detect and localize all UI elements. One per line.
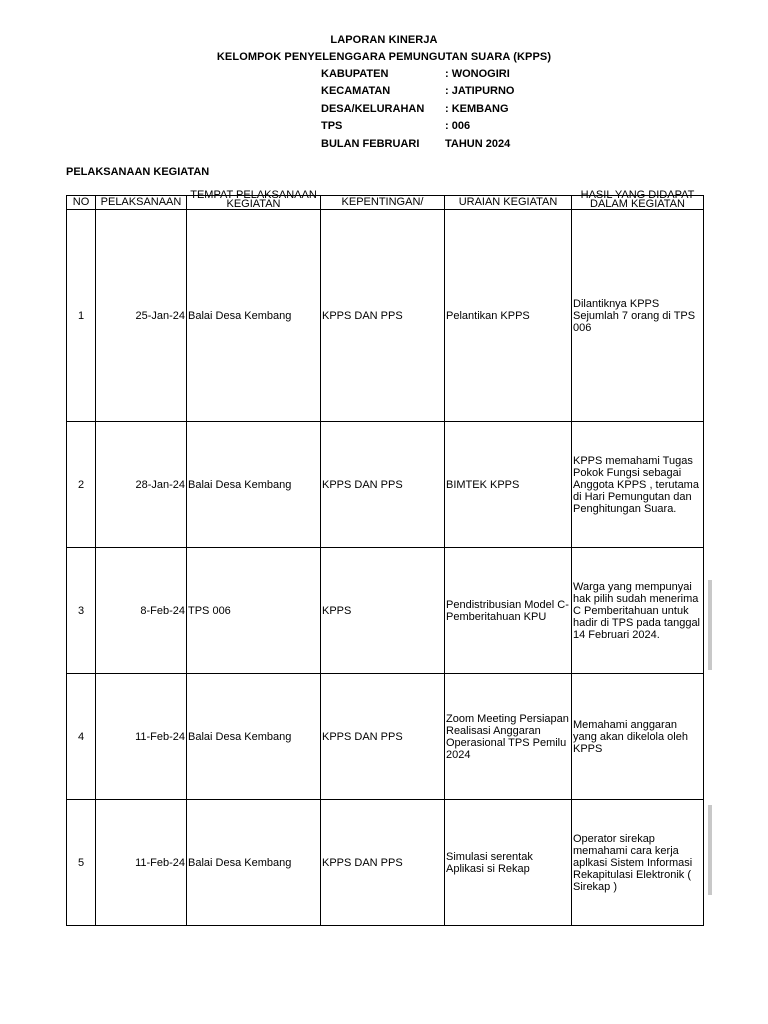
header-place: [187, 189, 321, 210]
cell-place: Balai Desa Kembang: [187, 422, 321, 548]
cell-result: Operator sirekap memahami cara kerja aplkasi Sistem Informasi Rekapitulasi Elektronik ( Sirekap ): [572, 800, 704, 926]
info-label: DESA/KELURAHAN: [321, 103, 425, 115]
info-label: KECAMATAN: [321, 85, 391, 97]
info-value: : 006: [445, 120, 471, 132]
cell-description: Pendistribusian Model C-Pemberitahuan KPU: [445, 548, 572, 674]
table-row: [67, 422, 704, 548]
table-header-row: [67, 196, 704, 210]
cell-date: 28-Jan-24: [96, 422, 187, 548]
cell-no: 5: [67, 800, 96, 926]
cell-interest: KPPS DAN PPS: [321, 210, 445, 422]
cell-date: 8-Feb-24: [96, 548, 187, 674]
cell-result: KPPS memahami Tugas Pokok Fungsi sebagai Anggota KPPS , terutama di Hari Pemungutan dan Penghitungan Suara.: [572, 422, 704, 548]
cell-date: 11-Feb-24: [96, 800, 187, 926]
info-value: : WONOGIRI: [445, 68, 510, 80]
info-value: TAHUN 2024: [445, 138, 511, 150]
section-title: PELAKSANAAN KEGIATAN: [66, 166, 210, 178]
info-label: TPS: [321, 120, 343, 132]
info-value: : KEMBANG: [445, 103, 509, 115]
cell-date: 25-Jan-24: [96, 210, 187, 422]
table-row: [67, 548, 704, 674]
cell-description: BIMTEK KPPS: [445, 422, 572, 548]
cell-place: TPS 006: [187, 548, 321, 674]
header-place-label: TEMPAT PELAKSANAAN KEGIATAN: [190, 189, 317, 210]
table-row: [67, 800, 704, 926]
report-subtitle: KELOMPOK PENYELENGGARA PEMUNGUTAN SUARA (KPPS): [216, 51, 552, 63]
cell-interest: KPPS DAN PPS: [321, 422, 445, 548]
header-interest: KEPENTINGAN/: [321, 196, 445, 210]
cell-description: Pelantikan KPPS: [445, 210, 572, 422]
cell-interest: KPPS: [321, 548, 445, 674]
info-value: : JATIPURNO: [445, 85, 515, 97]
cell-no: 1: [67, 210, 96, 422]
cell-interest: KPPS DAN PPS: [321, 674, 445, 800]
cell-result: Memahami anggaran yang akan dikelola oleh KPPS: [572, 674, 704, 800]
info-label: KABUPATEN: [321, 68, 389, 80]
scan-edge-mark: [708, 805, 712, 895]
cell-no: 3: [67, 548, 96, 674]
cell-interest: KPPS DAN PPS: [321, 800, 445, 926]
header-result-label: HASIL YANG DIDAPAT DALAM KEGIATAN: [580, 189, 695, 210]
cell-result: Dilantiknya KPPS Sejumlah 7 orang di TPS 006: [572, 210, 704, 422]
activity-table: [66, 189, 704, 926]
table-row: [67, 210, 704, 422]
header-date: PELAKSANAAN: [96, 196, 187, 210]
cell-place: Balai Desa Kembang: [187, 210, 321, 422]
cell-description: Zoom Meeting Persiapan Realisasi Anggaran Operasional TPS Pemilu 2024: [445, 674, 572, 800]
cell-date: 11-Feb-24: [96, 674, 187, 800]
cell-place: Balai Desa Kembang: [187, 800, 321, 926]
cell-description: Simulasi serentak Aplikasi si Rekap: [445, 800, 572, 926]
cell-place: Balai Desa Kembang: [187, 674, 321, 800]
report-title: LAPORAN KINERJA: [330, 34, 438, 46]
table-row: [67, 674, 704, 800]
cell-no: 2: [67, 422, 96, 548]
header-result: [572, 189, 704, 210]
info-label: BULAN FEBRUARI: [321, 138, 420, 150]
header-description: URAIAN KEGIATAN: [445, 196, 572, 210]
scan-edge-mark: [708, 580, 712, 670]
cell-result: Warga yang mempunyai hak pilih sudah menerima C Pemberitahuan untuk hadir di TPS pada tanggal 14 Februari 2024.: [572, 548, 704, 674]
cell-no: 4: [67, 674, 96, 800]
header-no: NO: [67, 196, 96, 210]
